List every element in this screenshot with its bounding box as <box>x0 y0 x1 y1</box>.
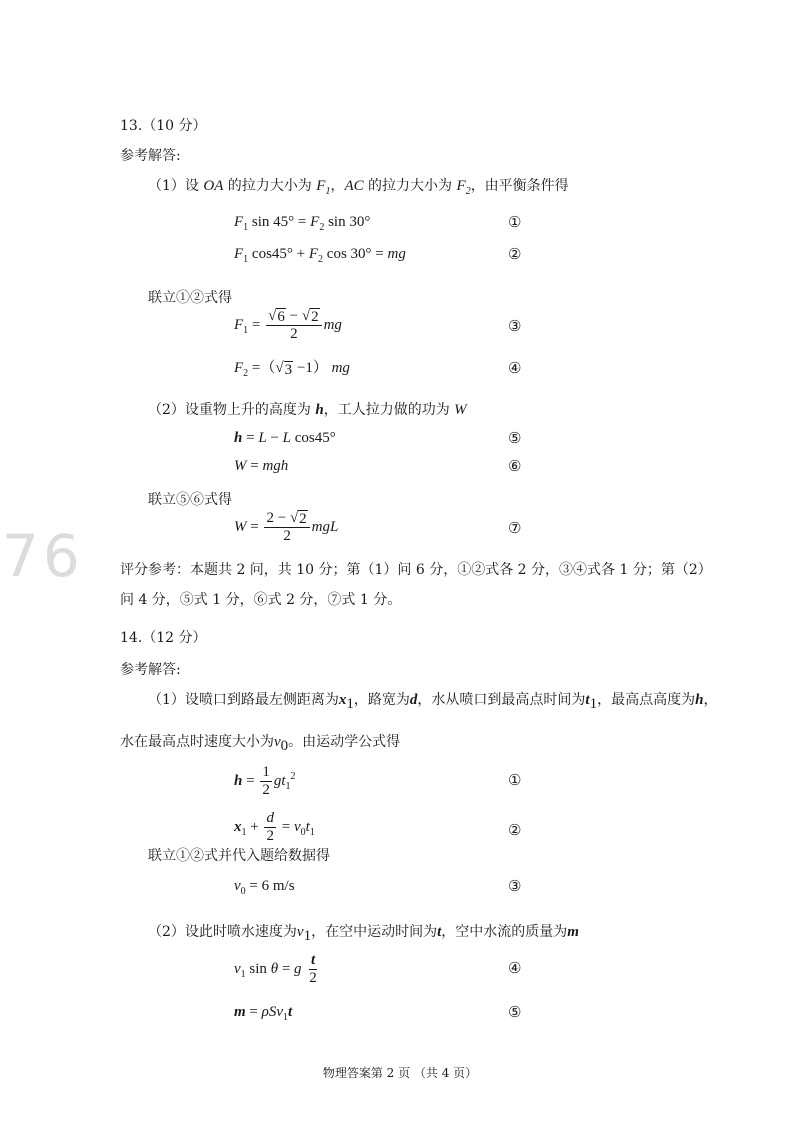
q14-equation-5: m = ρSv$_1$t <box>234 1004 293 1023</box>
q14-part2-intro: （2）设此时喷水速度为$v_1$，在空中运动时间为t，空中水流的质量为m <box>148 924 579 944</box>
q13-equation-4: $F_2$ =（ √ 3 −1） mg <box>234 360 350 379</box>
q14-part1-line-1: （1）设喷口到路最左侧距离为$x_1$，路宽为d，水从喷口到最高点时间为$t_1$，最高点高度为h， <box>148 692 718 712</box>
q14-marker-4: ④ <box>508 959 522 977</box>
q13-marker-5: ⑤ <box>508 429 522 447</box>
q13-part1-intro: （1）设 OA 的拉力大小为 $F_1$，AC 的拉力大小为 $F_2$，由平衡条件得 <box>148 178 569 197</box>
q13-equation-5: h = L − L cos45° <box>234 430 336 446</box>
q14-equation-2: $x_1$ + $\frac{d}{2}$ = $v_0t_1$ <box>234 810 315 844</box>
q14-marker-3: ③ <box>508 877 522 895</box>
q13-marker-2: ② <box>508 245 522 263</box>
q13-equation-2: $F_1$ $\cos 45^\circ + F_2$ cos 30° = mg <box>234 246 406 265</box>
q14-join-12: 联立①②式并代入题给数据得 <box>148 848 330 864</box>
q13-join-56: 联立⑤⑥式得 <box>148 492 232 508</box>
q13-part2-intro: （2）设重物上升的高度为 h，工人拉力做的功为 W <box>148 402 467 418</box>
q13-ref-label: 参考解答: <box>120 148 181 164</box>
q13-heading: 13.（10 分） <box>120 118 207 134</box>
watermark: 76 <box>2 522 84 590</box>
q13-equation-3: $F_1$ = √ 6 − √ 2 2 mg <box>234 308 342 342</box>
q13-marker-4: ④ <box>508 359 522 377</box>
q13-equation-6: W = mgh <box>234 458 289 474</box>
q13-marker-3: ③ <box>508 317 522 335</box>
q14-ref-label: 参考解答: <box>120 662 181 678</box>
page-footer: 物理答案第 2 页 （共 4 页） <box>322 1066 478 1080</box>
q13-equation-7: W = 2 − √ 2 2 mgL <box>234 510 339 544</box>
q14-heading: 14.（12 分） <box>120 630 207 646</box>
q13-scoring-line-1: 评分参考：本题共 2 问，共 10 分；第（1）问 6 分，①②式各 2 分，③④式各 1 分；第（2） <box>120 562 712 578</box>
q14-marker-5: ⑤ <box>508 1003 522 1021</box>
q13-marker-1: ① <box>508 213 522 231</box>
q14-equation-4: $v_1$ sin θ = g $\frac{t}{2}$ <box>234 952 317 986</box>
q14-equation-3: $v_0 = 6$ m/s <box>234 878 295 897</box>
q13-marker-7: ⑦ <box>508 519 522 537</box>
q14-equation-1: h = $\frac{1}{2}$ $gt_1^2$ <box>234 764 296 798</box>
q14-part1-line-2: 水在最高点时速度大小为$v_0$。由运动学公式得 <box>120 734 401 754</box>
q13-scoring-line-2: 问 4 分，⑤式 1 分，⑥式 2 分，⑦式 1 分。 <box>120 592 402 608</box>
q13-marker-6: ⑥ <box>508 457 522 475</box>
q14-marker-2: ② <box>508 821 522 839</box>
q14-marker-1: ① <box>508 771 522 789</box>
q13-equation-1: $F_1$ $\sin 45^\circ = F_2$ sin 30° <box>234 214 371 233</box>
q13-join-12: 联立①②式得 <box>148 290 232 306</box>
